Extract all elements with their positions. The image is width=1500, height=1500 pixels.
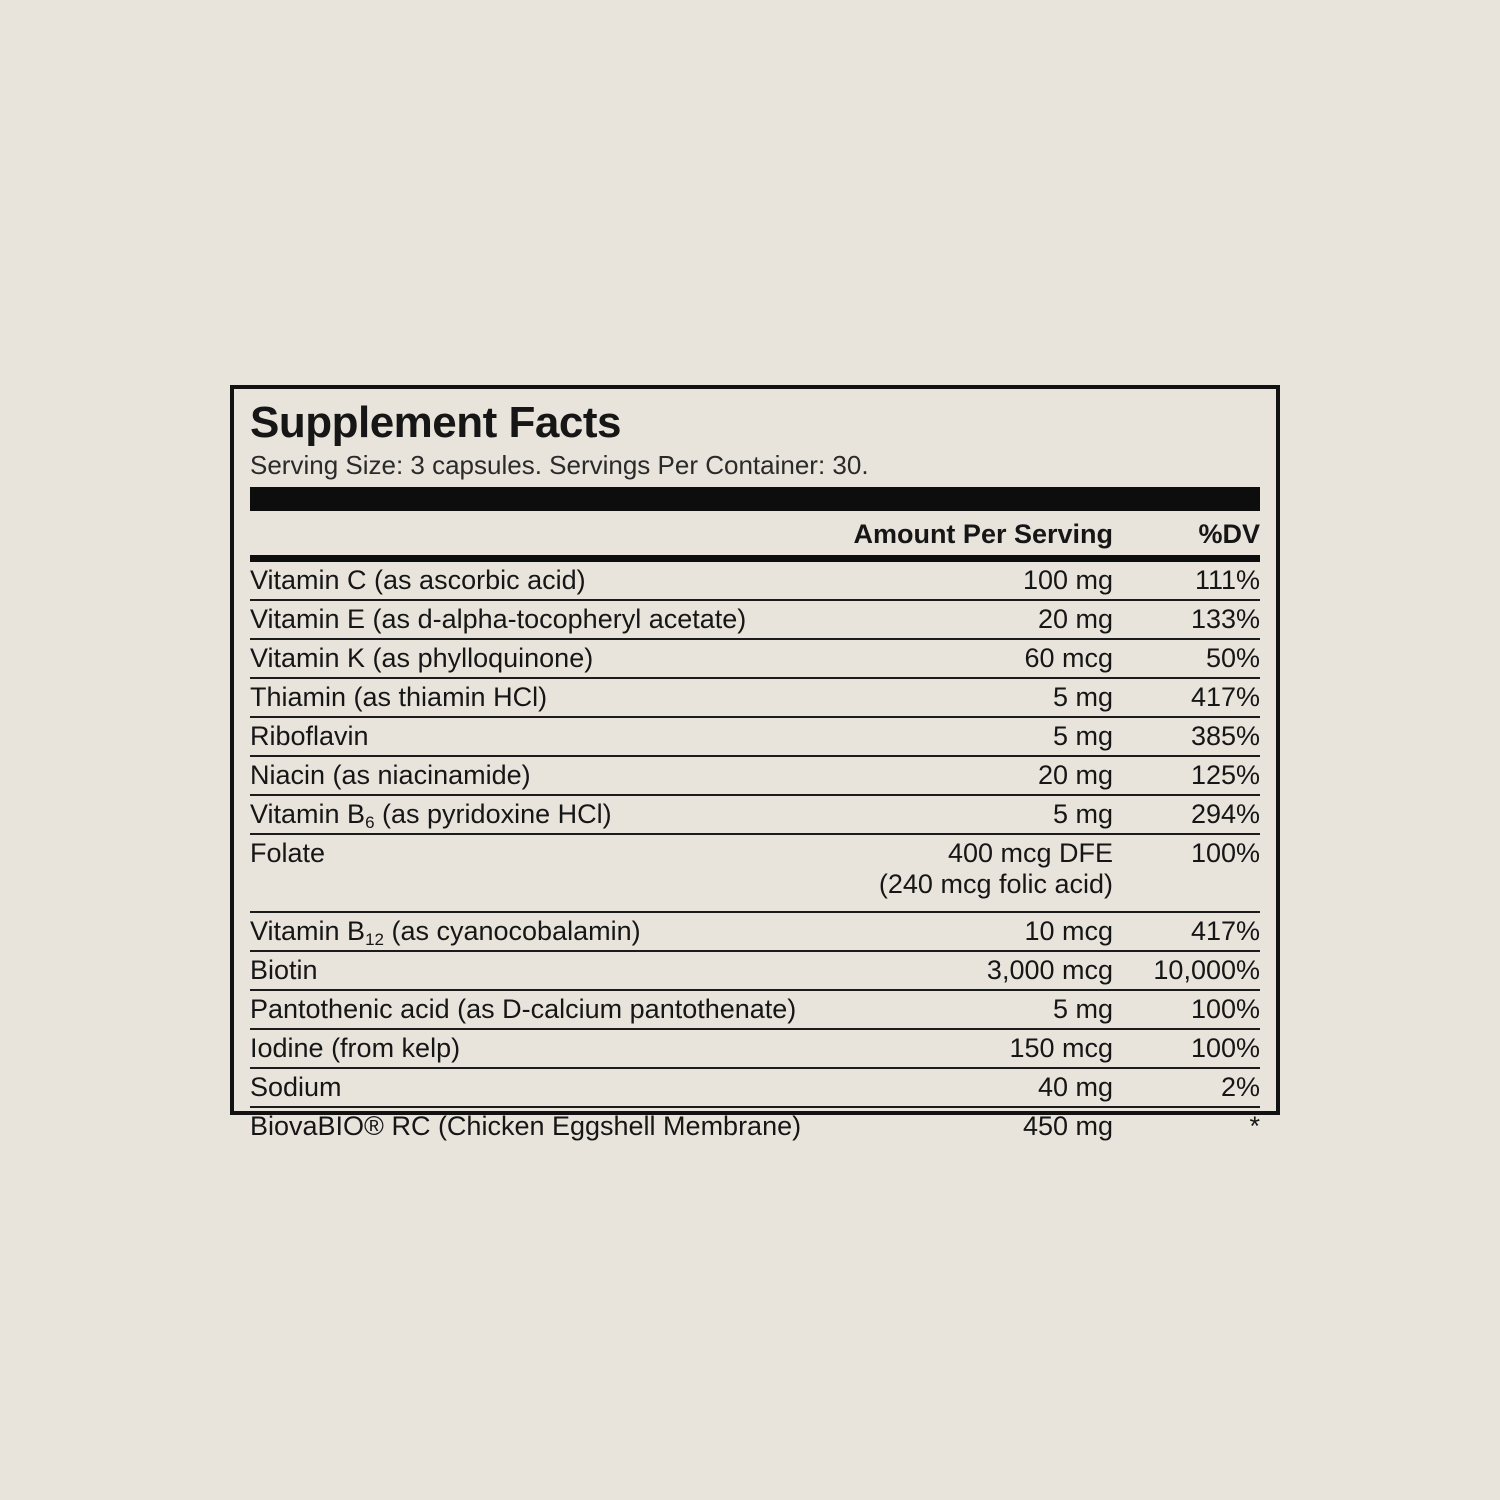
- nutrient-amount: 5 mg: [1052, 721, 1113, 751]
- nutrient-amount: 10 mcg: [1024, 916, 1113, 946]
- nutrient-amount: 20 mg: [1037, 760, 1113, 790]
- column-header-row: [250, 511, 1260, 555]
- nutrient-name: Vitamin $B_{12}$ (as cyanocobalamin): [250, 916, 641, 949]
- table-row: [250, 757, 1260, 796]
- nutrient-name: Riboflavin: [250, 721, 369, 751]
- nutrient-dv: 133%: [1190, 604, 1260, 634]
- nutrient-name: BiovaBIO® RC (Chicken Eggshell Membrane): [250, 1111, 802, 1141]
- nutrient-amount: 20 mg: [1037, 604, 1113, 634]
- nutrient-dv: 385%: [1190, 721, 1260, 751]
- facts-table-body: [250, 562, 1260, 1145]
- nutrient-name: Vitamin K (as phylloquinone): [250, 643, 594, 673]
- nutrient-name: Vitamin $B_6$ (as pyridoxine HCl): [250, 799, 612, 832]
- nutrient-amount: 5 mg: [1052, 799, 1113, 829]
- nutrient-dv: 10,000%: [1153, 955, 1260, 985]
- nutrient-dv: 417%: [1190, 916, 1260, 946]
- nutrient-dv: 417%: [1190, 682, 1260, 712]
- nutrient-name: Thiamin (as thiamin HCl): [250, 682, 548, 712]
- nutrient-amount: 5 mg: [1052, 682, 1113, 712]
- nutrient-amount: 3,000 mcg: [986, 955, 1113, 985]
- divider-medium-bar: [250, 555, 1260, 562]
- nutrient-dv: 100%: [1190, 994, 1260, 1024]
- divider-thick-bar: [250, 487, 1260, 511]
- nutrient-amount: 450 mg: [1022, 1111, 1113, 1141]
- table-row: [250, 796, 1260, 835]
- nutrient-amount: 100 mg: [1022, 565, 1113, 595]
- table-row: [250, 562, 1260, 601]
- nutrient-dv: 50%: [1205, 643, 1260, 673]
- nutrient-dv: 100%: [1190, 1033, 1260, 1063]
- table-row: [250, 835, 1260, 913]
- nutrient-amount: 40 mg: [1037, 1072, 1113, 1102]
- nutrient-dv: *: [1249, 1111, 1260, 1141]
- serving-info: Serving Size: 3 capsules. Servings Per Container: 30.: [250, 450, 869, 480]
- nutrient-name: Iodine (from kelp): [250, 1033, 461, 1063]
- nutrient-amount: 60 mcg: [1024, 643, 1113, 673]
- table-row: [250, 679, 1260, 718]
- nutrient-name: Vitamin C (as ascorbic acid): [250, 565, 586, 595]
- nutrient-name: Pantothenic acid (as D-calcium pantothenate): [250, 994, 797, 1024]
- table-row: [250, 991, 1260, 1030]
- nutrient-amount: 400 mcg DFE (240 mcg folic acid): [813, 838, 1113, 900]
- nutrient-name: Folate: [250, 838, 326, 868]
- nutrient-dv: 125%: [1190, 760, 1260, 790]
- nutrient-name: Niacin (as niacinamide): [250, 760, 531, 790]
- nutrient-name: Vitamin E (as d-alpha-tocopheryl acetate): [250, 604, 747, 634]
- nutrient-name: Biotin: [250, 955, 318, 985]
- table-row: [250, 1069, 1260, 1108]
- amount-per-serving-header: Amount Per Serving: [853, 519, 1113, 549]
- nutrient-amount: 150 mcg: [1009, 1033, 1113, 1063]
- dv-header: %DV: [1198, 519, 1260, 549]
- nutrient-dv: 111%: [1194, 565, 1260, 595]
- table-row: [250, 718, 1260, 757]
- table-row: [250, 640, 1260, 679]
- panel-title: Supplement Facts: [250, 398, 621, 447]
- table-row: [250, 601, 1260, 640]
- nutrient-dv: 294%: [1190, 799, 1260, 829]
- nutrient-amount: 5 mg: [1052, 994, 1113, 1024]
- supplement-facts-panel: [230, 385, 1280, 1141]
- nutrient-name: Sodium: [250, 1072, 342, 1102]
- table-row: [250, 913, 1260, 952]
- table-row: [250, 1108, 1260, 1145]
- nutrient-amount-secondary: (240 mcg folic acid): [878, 869, 1113, 899]
- nutrient-dv: 2%: [1220, 1072, 1260, 1102]
- nutrient-dv: 100%: [1190, 838, 1260, 868]
- table-row: [250, 952, 1260, 991]
- table-row: [250, 1030, 1260, 1069]
